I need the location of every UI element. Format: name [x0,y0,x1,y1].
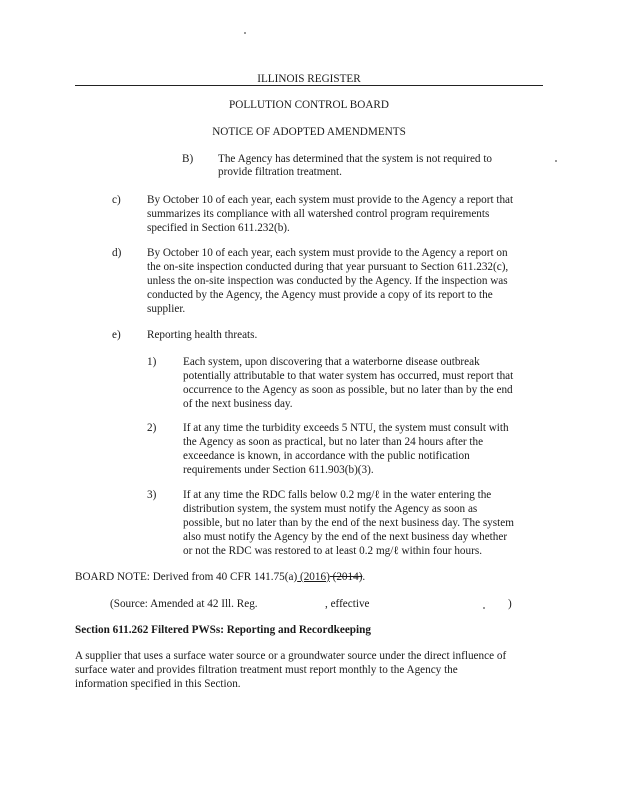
source-effective: , effective [325,598,370,610]
item-d-line: unless the on-site inspection was conducted by the Agency. If the inspection was [147,275,508,287]
source-close: ) [508,598,512,610]
scan-speck [244,32,246,34]
item-e1-text [183,355,553,411]
board-note [75,570,365,584]
item-d-label: d) [112,247,122,259]
item-e2-line: the Agency as soon as practical, but no later than 24 hours after the [183,436,484,448]
item-d-line: By October 10 of each year, each system must provide to the Agency a report on [147,247,508,259]
item-e2-line: If at any time the turbidity exceeds 5 NTU, the system must consult with [183,422,509,434]
board-note-deleted-year: (2014) [329,571,363,583]
item-e-title: Reporting health threats. [147,329,258,341]
section-heading: Section 611.262 Filtered PWSs: Reporting and Recordkeeping [75,624,371,636]
scan-speck [555,160,557,162]
item-c-label: c) [112,194,121,206]
item-e2-text [183,421,553,477]
item-e2-label: 2) [147,422,157,434]
item-e3-line: also must notify the Agency by the end of the next business day whether [183,531,508,543]
item-c-line: summarizes its compliance with all watershed control program requirements [147,208,490,220]
item-e3-label: 3) [147,489,157,501]
item-b-line-2: provide filtration treatment. [218,166,342,178]
board-note-period: . [362,571,366,583]
item-e1-label: 1) [147,356,157,368]
section-line: A supplier that uses a surface water source or a groundwater source under the direct influence of [75,650,507,662]
notice-title: NOTICE OF ADOPTED AMENDMENTS [212,126,406,138]
item-e1-line: of the next business day. [183,398,293,410]
item-d-line: conducted by the Agency, the Agency must provide a copy of its report to the [147,289,493,301]
item-b-label: B) [182,153,194,165]
board-note-text: BOARD NOTE: Derived from 40 CFR 141.75(a) [75,571,298,583]
item-b-line-1: The Agency has determined that the system is not required to [218,153,493,165]
section-line: information specified in this Section. [75,678,241,690]
item-e3-text [183,488,563,558]
register-title: ILLINOIS REGISTER [257,73,361,85]
item-e3-line: possible, but no later than by the end of the next business day. The system [183,517,514,529]
board-title: POLLUTION CONTROL BOARD [229,99,389,111]
item-d-line: the on-site inspection conducted during that year pursuant to Section 611.232(c), [147,261,509,273]
item-d-line: supplier. [147,303,186,315]
item-e3-line: or not the RDC was restored to at least 0.2 mg/ℓ within four hours. [183,545,482,557]
item-e3-line: If at any time the RDC falls below 0.2 mg/ℓ in the water entering the [183,489,492,501]
item-e2-line: exceedance is known, in accordance with the public notification [183,450,470,462]
section-line: surface water and provides filtration treatment must report monthly to the Agency the [75,664,458,676]
item-e3-line: distribution system, the system must notify the Agency as soon as [183,503,478,515]
item-e1-line: potentially attributable to that water system has occurred, must report that [183,370,514,382]
section-paragraph [75,649,555,691]
item-e-label: e) [112,329,121,341]
item-c-line: By October 10 of each year, each system must provide to the Agency a report that [147,194,514,206]
scan-speck [483,607,485,609]
item-e1-line: occurrence to the Agency as soon as possible, but no later than by the end [183,384,513,396]
item-c-line: specified in Section 611.232(b). [147,222,290,234]
board-note-added-year: (2016) [297,571,330,583]
item-e1-line: Each system, upon discovering that a waterborne disease outbreak [183,356,480,368]
header-rule [75,85,543,86]
item-c-text [147,193,547,235]
item-d-text [147,246,547,316]
source-text: (Source: Amended at 42 Ill. Reg. [110,598,258,610]
item-e2-line: requirements under Section 611.903(b)(3). [183,464,374,476]
